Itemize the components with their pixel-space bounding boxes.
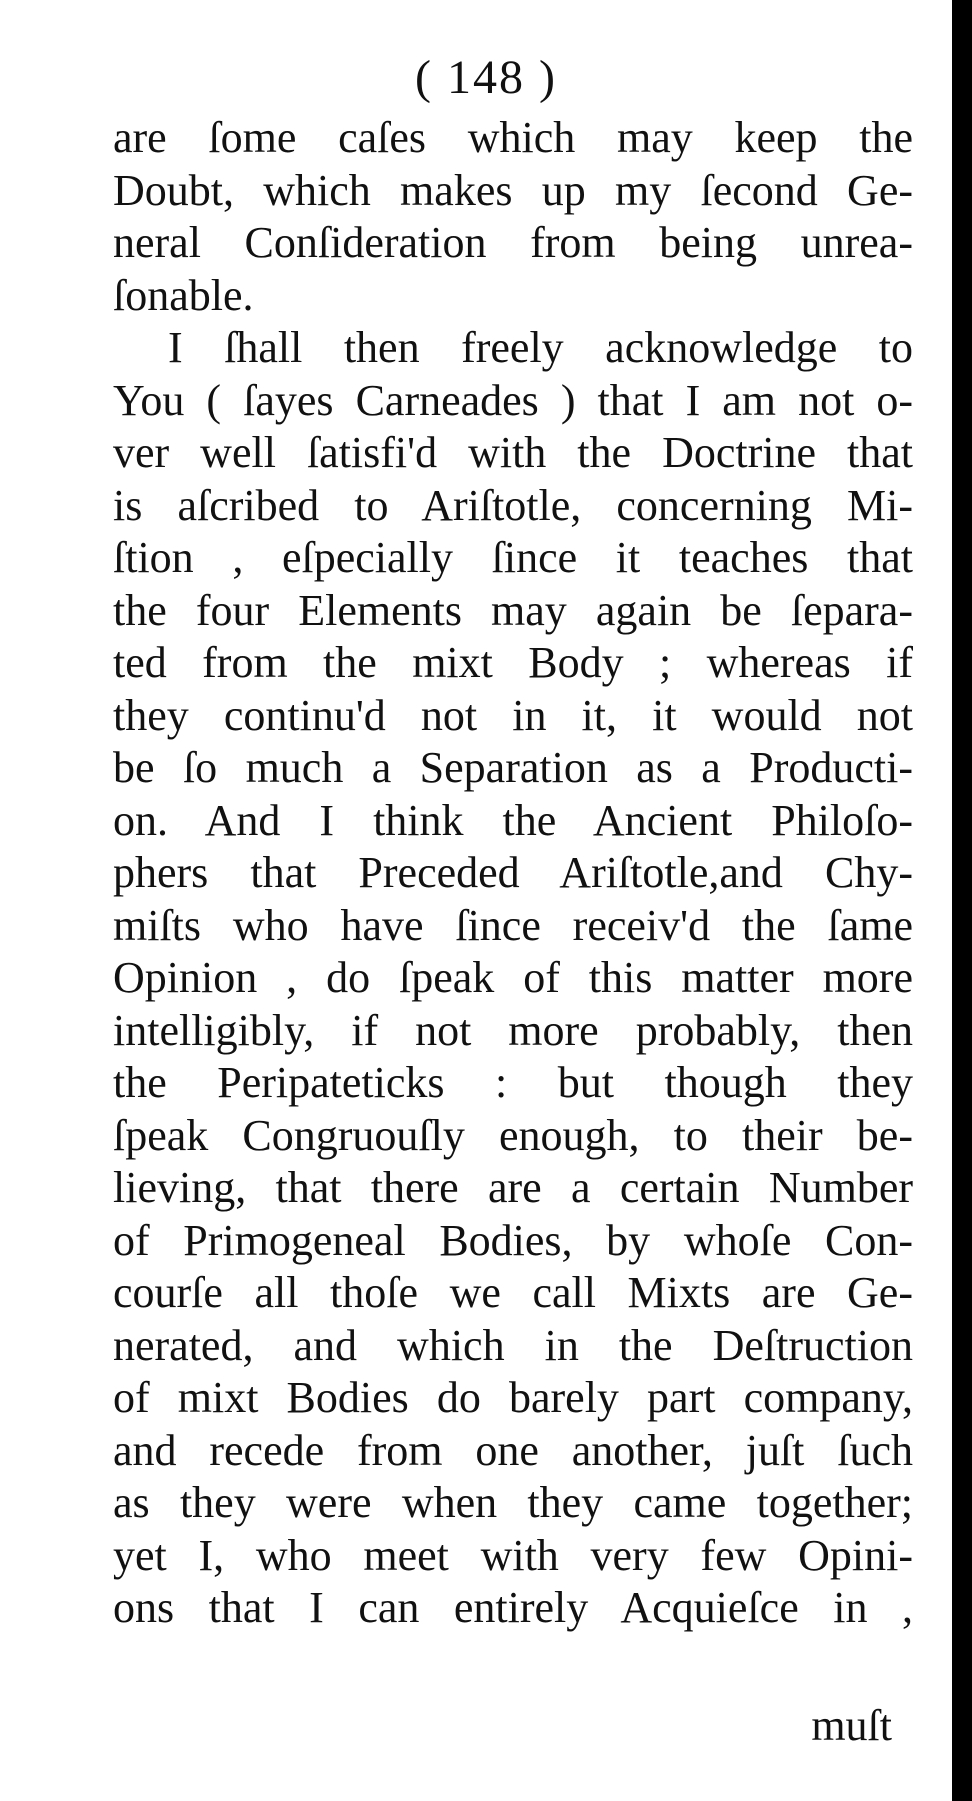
text-line: nerated, and which in the Deſtruction <box>113 1320 913 1370</box>
text-line: of Primogeneal Bodies, by whoſe Con- <box>113 1215 913 1265</box>
text-line: are ſome caſes which may keep the <box>113 113 913 162</box>
text-line: Opinion , do ſpeak of this matter more <box>113 953 913 1002</box>
text-line: yet I, who meet with very few Opini- <box>113 1530 913 1580</box>
text-line: phers that Preceded Ariſtotle,and Chy- <box>113 848 913 897</box>
text-line: intelligibly, if not more probably, then <box>113 1005 913 1055</box>
text-line: lieving, that there are a certain Number <box>113 1163 913 1212</box>
text-line: I ſhall then freely acknowledge to <box>168 323 913 372</box>
page-number: ( 148 ) <box>415 51 557 104</box>
text-line: courſe all thoſe we call Mixts are Ge- <box>113 1268 913 1317</box>
page-edge-shadow <box>952 0 972 1801</box>
text-line: Doubt, which makes up my ſecond Ge- <box>113 165 913 215</box>
text-line: neral Conſideration from being unrea- <box>113 218 913 267</box>
text-line: and recede from one another, juſt ſuch <box>113 1425 913 1475</box>
text-line: of mixt Bodies do barely part company, <box>113 1373 913 1422</box>
text-line: on. And I think the Ancient Philoſo- <box>113 795 913 845</box>
text-line: as they were when they came together; <box>113 1478 913 1527</box>
text-line: miſts who have ſince receiv'd the ſame <box>113 900 913 950</box>
text-line: ſonable. <box>113 270 254 320</box>
text-line: ted from the mixt Body ; whereas if <box>113 638 913 687</box>
text-line: they continu'd not in it, it would not <box>113 690 913 740</box>
text-line: ons that I can entirely Acquieſce in , <box>113 1583 913 1632</box>
text-line: You ( ſayes Carneades ) that I am not o- <box>113 375 913 425</box>
text-line: is aſcribed to Ariſtotle, concerning Mi- <box>113 480 913 530</box>
text-line: ſtion , eſpecially ſince it teaches that <box>113 533 913 582</box>
text-line: be ſo much a Separation as a Producti- <box>113 743 913 792</box>
text-line: ver well ſatisfi'd with the Doctrine that <box>113 428 913 477</box>
text-line: ſpeak Congruouſly enough, to their be- <box>113 1110 913 1160</box>
body-text <box>113 112 913 1635</box>
text-line: the Peripateticks : but though they <box>113 1058 913 1107</box>
catchword: muſt <box>811 1701 892 1750</box>
text-line: the four Elements may again be ſepara- <box>113 585 913 635</box>
